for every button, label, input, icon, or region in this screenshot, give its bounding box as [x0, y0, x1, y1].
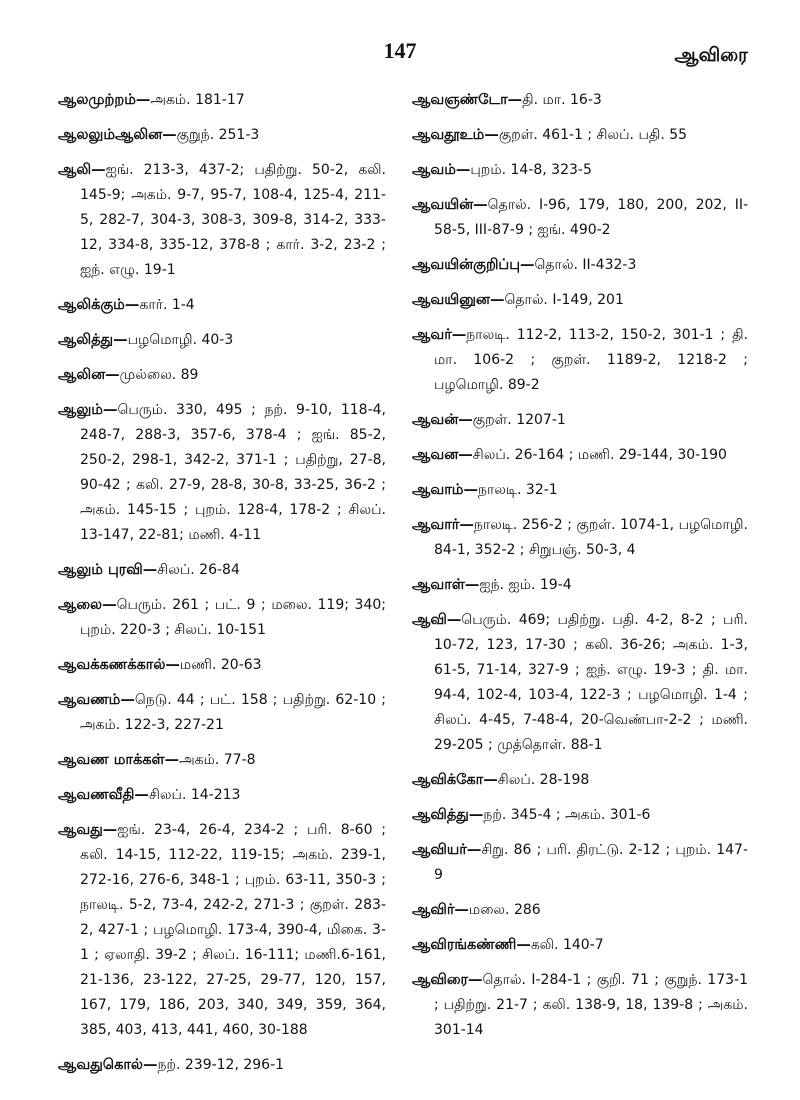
index-entry — [58, 398, 386, 548]
entry-references: சிலப். 26-84 — [157, 562, 240, 578]
entry-headword: ஆவக்கணக்கால்— — [58, 657, 180, 673]
entry-references: பழமொழி. 40-3 — [127, 332, 234, 348]
index-entry — [58, 593, 386, 643]
entry-headword: ஆவம்— — [412, 162, 471, 178]
entry-references: சிறு. 86 ; பரி. திரட்டு. 2-12 ; புறம். 147-9 — [434, 842, 748, 883]
entry-references: நாலடி. 256-2 ; குறள். 1074-1, பழமொழி. 84-1, 352-2 ; சிறுபஞ். 50-3, 4 — [434, 517, 748, 558]
entry-references: கார். 1-4 — [139, 297, 195, 313]
entry-references: பெரும். 330, 495 ; நற். 9-10, 118-4, 248-7, 288-3, 357-6, 378-4 ; ஐங். 85-2, 250-2, 298-1, 342-2, 371-1 ; பதிற்று, 27-8, 90-42 ; கலி. 27-9, 28-8, 30-8, 33-25, 36-2 ; அகம். 145-15 ; புறம். 128-4, 178-2 ; சிலப். 13-147, 22-81; மணி. 4-11 — [80, 402, 386, 543]
entry-references: ஐங். 213-3, 437-2; பதிற்று. 50-2, கலி. 145-9; அகம். 9-7, 95-7, 108-4, 125-4, 211-5, 282-7, 304-3, 308-3, 309-8, 314-2, 333-12, 334-8, 335-12, 378-8 ; கார். 3-2, 23-2 ; ஐந். எழு. 19-1 — [80, 162, 386, 278]
entry-references: சிலப். 14-213 — [148, 787, 241, 803]
index-entry — [412, 408, 748, 433]
index-entry — [58, 123, 386, 148]
index-entry — [412, 898, 748, 923]
index-entry — [58, 688, 386, 738]
entry-headword: ஆவதுகொல்— — [58, 1057, 158, 1073]
entry-headword: ஆவன்— — [412, 412, 473, 428]
left-column — [58, 88, 386, 1088]
entry-headword: ஆவாள்— — [412, 577, 480, 593]
index-entry — [58, 783, 386, 808]
index-entry — [412, 968, 748, 1043]
index-entry — [412, 768, 748, 793]
entry-headword: ஆவாம்— — [412, 482, 478, 498]
entry-headword: ஆலித்து— — [58, 332, 128, 348]
index-entry — [412, 838, 748, 888]
entry-references: தொல். I-96, 179, 180, 200, 202, II-58-5, III-87-9 ; ஐங். 490-2 — [434, 197, 748, 238]
entry-references: பெரும். 261 ; பட். 9 ; மலை. 119; 340; புறம். 220-3 ; சிலப். 10-151 — [80, 597, 386, 638]
entry-references: தொல். I-284-1 ; குறி. 71 ; குறுந். 173-1 ; பதிற்று. 21-7 ; கலி. 138-9, 18, 139-8 ; அகம். 301-14 — [434, 972, 748, 1038]
entry-headword: ஆவார்— — [412, 517, 474, 533]
index-entry — [58, 328, 386, 353]
entry-headword: ஆவயினுன— — [412, 292, 505, 308]
entry-references: தொல். I-149, 201 — [504, 292, 624, 308]
index-entry — [412, 323, 748, 398]
entry-headword: ஆலமுற்றம்— — [58, 92, 151, 108]
index-entry — [58, 293, 386, 318]
index-entry — [58, 1053, 386, 1078]
entry-headword: ஆவிர்— — [412, 902, 469, 918]
index-entry — [412, 158, 748, 183]
index-entry — [58, 88, 386, 113]
entry-headword: ஆவிரை— — [412, 972, 483, 988]
index-entry — [58, 558, 386, 583]
entry-headword: ஆவதூஉம்— — [412, 127, 499, 143]
entry-references: நாலடி. 112-2, 113-2, 150-2, 301-1 ; தி. மா. 106-2 ; குறள். 1189-2, 1218-2 ; பழமொழி. 89-2 — [434, 327, 748, 393]
index-entry — [412, 513, 748, 563]
entry-references: நெடு. 44 ; பட். 158 ; பதிற்று. 62-10 ; அகம். 122-3, 227-21 — [80, 692, 386, 733]
entry-headword: ஆவஞண்டோ— — [412, 92, 523, 108]
entry-references: நாலடி. 32-1 — [477, 482, 558, 498]
index-entry — [58, 158, 386, 283]
index-entry — [58, 363, 386, 388]
index-entry — [412, 88, 748, 113]
entry-references: குறுந். 251-3 — [176, 127, 260, 143]
right-column — [412, 88, 748, 1053]
entry-references: மணி. 20-63 — [179, 657, 262, 673]
index-entry — [412, 253, 748, 278]
entry-references: சிலப். 28-198 — [497, 772, 590, 788]
index-entry — [412, 193, 748, 243]
entry-headword: ஆவித்து— — [412, 807, 484, 823]
entry-references: ஐந். ஐம். 19-4 — [479, 577, 572, 593]
index-entry — [412, 573, 748, 598]
entry-references: கலி. 140-7 — [530, 937, 604, 953]
entry-references: குறள். 461-1 ; சிலப். பதி. 55 — [498, 127, 688, 143]
entry-headword: ஆவி— — [412, 612, 462, 628]
entry-headword: ஆவணம்— — [58, 692, 135, 708]
entry-headword: ஆலி— — [58, 162, 106, 178]
index-entry — [412, 608, 748, 758]
index-entry — [412, 803, 748, 828]
entry-headword: ஆலலும்ஆலின— — [58, 127, 177, 143]
entry-references: முல்லை. 89 — [119, 367, 199, 383]
entry-references: அகம். 77-8 — [179, 752, 256, 768]
entry-headword: ஆவர்— — [412, 327, 467, 343]
index-entry — [58, 748, 386, 773]
index-entry — [58, 653, 386, 678]
entry-references: நற். 345-4 ; அகம். 301-6 — [483, 807, 651, 823]
entry-headword: ஆவயின்குறிப்பு— — [412, 257, 535, 273]
entry-references: தொல். II-432-3 — [534, 257, 637, 273]
entry-references: ஐங். 23-4, 26-4, 234-2 ; பரி. 8-60 ; கலி. 14-15, 112-22, 119-15; அகம். 239-1, 272-16, 276-6, 348-1 ; புறம். 63-11, 350-3 ; நாலடி. 5-2, 73-4, 242-2, 271-3 ; குறள். 283-2, 427-1 ; பழமொழி. 173-4, 390-4, மிகை. 3-1 ; ஏலாதி. 39-2 ; சிலப். 16-111; மணி.6-161, 21-136, 23-122, 27-25, 29-77, 120, 157, 167, 179, 186, 203, 340, 349, 359, 364, 385, 403, 413, 441, 460, 30-188 — [80, 822, 386, 1038]
entry-headword: ஆவணவீதி— — [58, 787, 149, 803]
entry-headword: ஆவிக்கோ— — [412, 772, 498, 788]
entry-references: பெரும். 469; பதிற்று. பதி. 4-2, 8-2 ; பரி. 10-72, 123, 17-30 ; கலி. 36-26; அகம். 1-3, 61-5, 71-14, 327-9 ; ஐந். எழு. 19-3 ; தி. மா. 94-4, 102-4, 103-4, 122-3 ; பழமொழி. 1-4 ; சிலப். 4-45, 7-48-4, 20-வெண்பா-2-2 ; மணி. 29-205 ; முத்தொள். 88-1 — [434, 612, 748, 753]
entry-references: மலை. 286 — [468, 902, 541, 918]
entry-headword: ஆலின— — [58, 367, 120, 383]
entry-headword: ஆவது— — [58, 822, 118, 838]
index-entry — [412, 933, 748, 958]
entry-headword: ஆவிரங்கண்ணி— — [412, 937, 531, 953]
page-number: 147 — [383, 38, 417, 63]
entry-references: புறம். 14-8, 323-5 — [470, 162, 592, 178]
index-entry — [412, 443, 748, 468]
entry-references: குறள். 1207-1 — [472, 412, 566, 428]
running-head: ஆவிரை — [674, 44, 748, 66]
entry-headword: ஆவன— — [412, 447, 473, 463]
entry-references: அகம். 181-17 — [150, 92, 245, 108]
entry-headword: ஆலும் புரவி— — [58, 562, 158, 578]
entry-headword: ஆவண மாக்கள்— — [58, 752, 180, 768]
entry-headword: ஆலை— — [58, 597, 117, 613]
entry-headword: ஆலிக்கும்— — [58, 297, 140, 313]
index-entry — [412, 478, 748, 503]
entry-headword: ஆலும்— — [58, 402, 118, 418]
index-entry — [58, 818, 386, 1043]
index-entry — [412, 123, 748, 148]
entry-headword: ஆவயின்— — [412, 197, 488, 213]
entry-references: நற். 239-12, 296-1 — [157, 1057, 285, 1073]
entry-headword: ஆவியர்— — [412, 842, 482, 858]
index-entry — [412, 288, 748, 313]
entry-references: சிலப். 26-164 ; மணி. 29-144, 30-190 — [472, 447, 727, 463]
entry-references: தி. மா. 16-3 — [522, 92, 602, 108]
